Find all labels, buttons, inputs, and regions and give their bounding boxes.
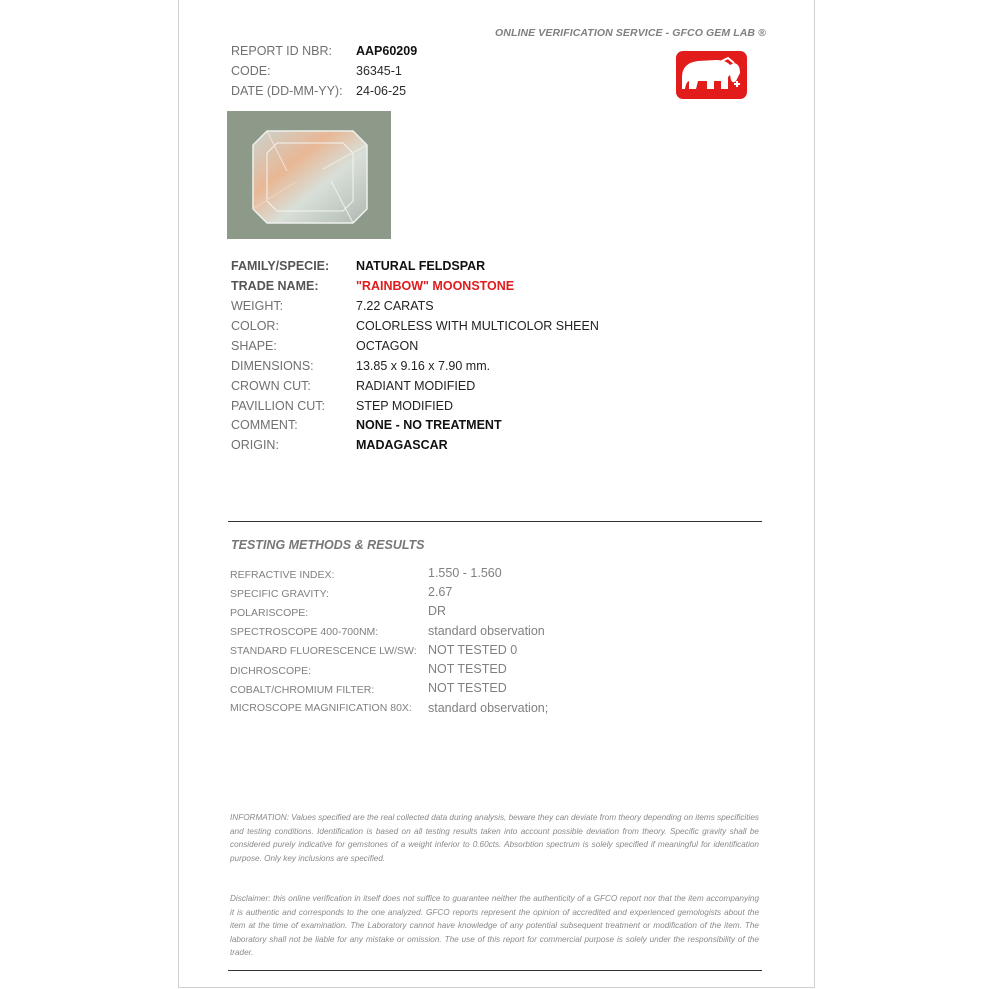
polariscope-value: DR — [428, 604, 447, 618]
shape-label: SHAPE: — [231, 339, 277, 353]
gem-photo — [227, 111, 391, 239]
origin-value: MADAGASCAR — [356, 438, 448, 452]
cobalt-filter-value: NOT TESTED — [428, 681, 507, 695]
code-label: CODE: — [231, 64, 271, 78]
comment-value: NONE - NO TREATMENT — [356, 418, 502, 432]
trade-name-value: "RAINBOW" MOONSTONE — [356, 279, 515, 293]
crown-cut-label: CROWN CUT: — [231, 379, 311, 393]
crown-cut-value: RADIANT MODIFIED — [356, 379, 476, 393]
service-title: ONLINE VERIFICATION SERVICE - GFCO GEM LAB ® — [495, 27, 766, 39]
code-value: 36345-1 — [356, 64, 402, 78]
comment-label: COMMENT: — [231, 418, 298, 432]
refractive-index-label: REFRACTIVE INDEX: — [230, 569, 335, 581]
section-divider — [228, 521, 762, 522]
weight-value: 7.22 CARATS — [356, 299, 434, 313]
cobalt-filter-label: COBALT/CHROMIUM FILTER: — [230, 684, 375, 696]
origin-label: ORIGIN: — [231, 438, 279, 452]
spectroscope-value: standard observation — [428, 624, 545, 638]
refractive-index-value: 1.550 - 1.560 — [428, 566, 502, 580]
microscope-label: MICROSCOPE MAGNIFICATION 80X: — [230, 702, 412, 714]
report-id-value: AAP60209 — [356, 44, 418, 58]
dimensions-value: 13.85 x 9.16 x 7.90 mm. — [356, 359, 491, 373]
fluorescence-label: STANDARD FLUORESCENCE LW/SW: — [230, 645, 417, 657]
microscope-value: standard observation; — [428, 701, 549, 715]
dimensions-label: DIMENSIONS: — [231, 359, 314, 373]
specific-gravity-label: SPECIFIC GRAVITY: — [230, 588, 329, 600]
color-label: COLOR: — [231, 319, 279, 333]
testing-section-title: TESTING METHODS & RESULTS — [231, 538, 425, 552]
shape-value: OCTAGON — [356, 339, 419, 353]
trade-name-label: TRADE NAME: — [231, 279, 319, 293]
family-label: FAMILY/SPECIE: — [231, 259, 330, 273]
date-value: 24-06-25 — [356, 84, 407, 98]
gfco-elephant-logo-icon — [676, 51, 747, 99]
weight-label: WEIGHT: — [231, 299, 284, 313]
report-id-label: REPORT ID NBR: — [231, 44, 332, 58]
pavillion-cut-label: PAVILLION CUT: — [231, 399, 326, 413]
date-label: DATE (DD-MM-YY): — [231, 84, 343, 98]
dichroscope-value: NOT TESTED — [428, 662, 507, 676]
spectroscope-label: SPECTROSCOPE 400-700NM: — [230, 626, 379, 638]
polariscope-label: POLARISCOPE: — [230, 607, 309, 619]
footer-divider — [228, 970, 762, 971]
disclaimer-note: Disclaimer: this online verification in itself does not suffice to guarantee neither the authenticity of a GFCO report nor that the item accompanying it is authentic and corresponds to the one analyzed. GFCO reports represent the opinion of accredited and experienced gemologists about the item at the time of examination. The Laboratory cannot have knowledge of any potential subsequent treatment or modification of the item. The laboratory shall not be liable for any mistake or omission. The use of this report for commercial purpose is solely under the responsibility of the trader. — [230, 894, 759, 958]
specific-gravity-value: 2.67 — [428, 585, 453, 599]
fluorescence-value: NOT TESTED 0 — [428, 643, 518, 657]
family-value: NATURAL FELDSPAR — [356, 259, 486, 273]
pavillion-cut-value: STEP MODIFIED — [356, 399, 454, 413]
color-value: COLORLESS WITH MULTICOLOR SHEEN — [356, 319, 599, 333]
information-note: INFORMATION: Values specified are the real collected data during analysis, beware they can deviate from theory depending on items specificities and testing conditions. Identification is based on all testing results taken into account possible deviation from theory. Specific gravity shall be considered purely indicative for gemstones of a weight inferior to 0.60cts. Absorbtion spectrum is solely specified if meaningful for identification purpose. Only key inclusions are specified. — [230, 813, 759, 863]
dichroscope-label: DICHROSCOPE: — [230, 665, 312, 677]
